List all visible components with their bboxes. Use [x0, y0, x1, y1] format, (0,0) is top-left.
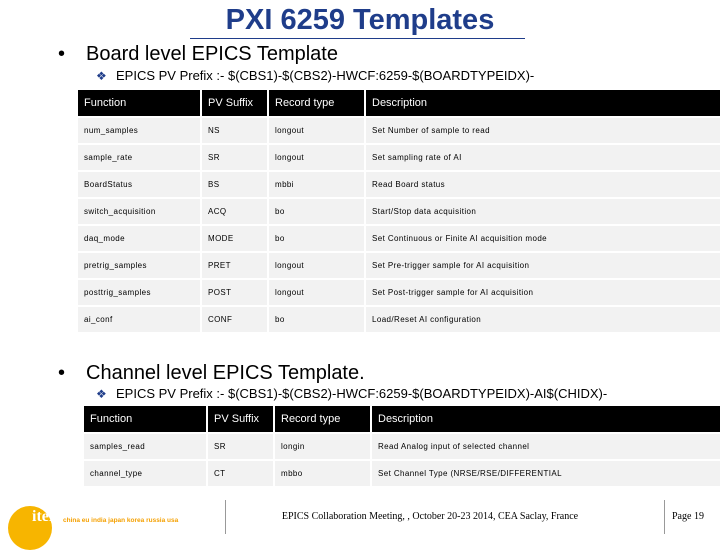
- table-cell: SR: [201, 144, 268, 171]
- table-cell: samples_read: [83, 433, 207, 460]
- table-header-row: [77, 89, 720, 117]
- iter-logo: [8, 500, 218, 534]
- table-cell: SR: [207, 433, 274, 460]
- table-cell: pretrig_samples: [77, 252, 201, 279]
- table-cell: PRET: [201, 252, 268, 279]
- page-number: Page 19: [672, 511, 704, 522]
- table-cell: ai_conf: [77, 306, 201, 333]
- footer-divider: [664, 500, 665, 534]
- table-cell: Set Channel Type (NRSE/RSE/DIFFERENTIAL: [371, 460, 720, 487]
- table-cell: switch_acquisition: [77, 198, 201, 225]
- table-row: [77, 117, 720, 144]
- table-cell: channel_type: [83, 460, 207, 487]
- column-header: Function: [83, 405, 207, 433]
- table-cell: longout: [268, 279, 365, 306]
- table-cell: Load/Reset AI configuration: [365, 306, 720, 333]
- table-cell: Start/Stop data acquisition: [365, 198, 720, 225]
- table-row: [83, 460, 720, 487]
- diamond-bullet-icon: ❖: [96, 387, 107, 401]
- channel-prefix-text: EPICS PV Prefix :- $(CBS1)-$(CBS2)-HWCF:6259-$(BOARDTYPEIDX)-AI$(CHIDX)-: [116, 386, 608, 401]
- channel-heading-text: Channel level EPICS Template.: [86, 362, 365, 384]
- table-cell: longin: [274, 433, 371, 460]
- table-row: [77, 279, 720, 306]
- table-cell: ACQ: [201, 198, 268, 225]
- table-row: [77, 171, 720, 198]
- channel-template-table: [82, 404, 720, 488]
- footer-text: EPICS Collaboration Meeting, , October 20-23 2014, CEA Saclay, France: [281, 511, 579, 522]
- board-section-heading: [58, 42, 338, 66]
- table-cell: Set sampling rate of AI: [365, 144, 720, 171]
- table-cell: num_samples: [77, 117, 201, 144]
- table-cell: CONF: [201, 306, 268, 333]
- board-table-body: [77, 117, 720, 333]
- column-header: Record type: [268, 89, 365, 117]
- table-cell: BS: [201, 171, 268, 198]
- board-heading-text: Board level EPICS Template: [86, 43, 338, 65]
- table-cell: mbbi: [268, 171, 365, 198]
- table-cell: CT: [207, 460, 274, 487]
- board-template-table: [76, 88, 720, 334]
- bullet-icon: •: [58, 43, 66, 65]
- table-cell: POST: [201, 279, 268, 306]
- table-row: [77, 225, 720, 252]
- table-row: [77, 306, 720, 333]
- table-header-row: [83, 405, 720, 433]
- column-header: Description: [365, 89, 720, 117]
- column-header: Description: [371, 405, 720, 433]
- table-cell: longout: [268, 117, 365, 144]
- table-cell: NS: [201, 117, 268, 144]
- board-prefix: [96, 68, 534, 84]
- table-cell: bo: [268, 225, 365, 252]
- table-cell: Set Continuous or Finite AI acquisition mode: [365, 225, 720, 252]
- column-header: Function: [77, 89, 201, 117]
- table-cell: Read Board status: [365, 171, 720, 198]
- footer-divider: [225, 500, 226, 534]
- table-cell: Set Number of sample to read: [365, 117, 720, 144]
- table-cell: MODE: [201, 225, 268, 252]
- table-row: [83, 433, 720, 460]
- channel-section-heading: [58, 361, 365, 385]
- column-header: PV Suffix: [207, 405, 274, 433]
- table-row: [77, 252, 720, 279]
- table-cell: BoardStatus: [77, 171, 201, 198]
- column-header: Record type: [274, 405, 371, 433]
- board-prefix-text: EPICS PV Prefix :- $(CBS1)-$(CBS2)-HWCF:6259-$(BOARDTYPEIDX)-: [116, 68, 535, 83]
- logo-text: iter: [32, 508, 56, 525]
- slide-title: PXI 6259 Templates: [225, 4, 495, 36]
- logo-tagline: china eu india japan korea russia usa: [63, 517, 179, 524]
- channel-table-body: [83, 433, 720, 487]
- table-cell: Set Post-trigger sample for AI acquisition: [365, 279, 720, 306]
- diamond-bullet-icon: ❖: [96, 69, 107, 83]
- table-cell: Set Pre-trigger sample for AI acquisition: [365, 252, 720, 279]
- table-cell: longout: [268, 252, 365, 279]
- table-row: [77, 144, 720, 171]
- table-cell: bo: [268, 306, 365, 333]
- table-cell: mbbo: [274, 460, 371, 487]
- table-cell: Read Analog input of selected channel: [371, 433, 720, 460]
- table-cell: sample_rate: [77, 144, 201, 171]
- channel-prefix: [96, 386, 607, 402]
- bullet-icon: •: [58, 362, 66, 384]
- title-underline: [190, 38, 525, 39]
- table-cell: bo: [268, 198, 365, 225]
- table-cell: longout: [268, 144, 365, 171]
- column-header: PV Suffix: [201, 89, 268, 117]
- table-row: [77, 198, 720, 225]
- table-cell: daq_mode: [77, 225, 201, 252]
- table-cell: posttrig_samples: [77, 279, 201, 306]
